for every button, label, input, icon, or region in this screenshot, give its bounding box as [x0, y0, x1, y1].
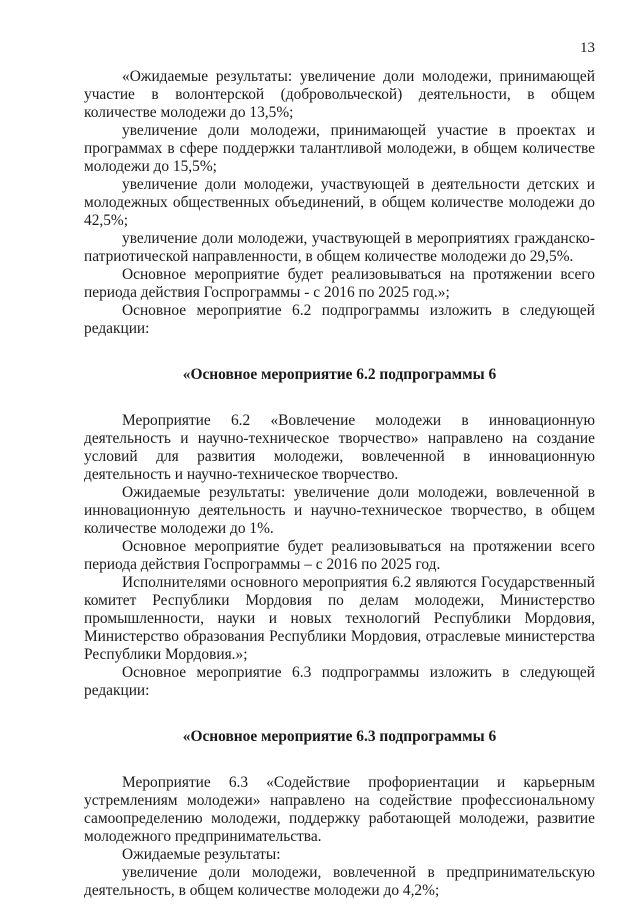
paragraph: Ожидаемые результаты:	[122, 846, 281, 863]
paragraph: Ожидаемые результаты: увеличение доли молодежи, вовлеченной в инновационную деятельность и научно-техническое творчество, в общем количестве молодежи до 1%.	[84, 484, 595, 537]
section-heading-6-2: «Основное мероприятие 6.2 подпрограммы 6	[182, 366, 497, 383]
paragraph: Основное мероприятие будет реализовываться на протяжении всего периода действия Госпрограммы - с 2016 по 2025 год.»;	[84, 266, 595, 301]
paragraph: увеличение доли молодежи, принимающей участие в проектах и программах в сфере поддержки талантливой молодежи, в общем количестве молодежи до 15,5%;	[84, 122, 595, 175]
paragraph: Мероприятие 6.2 «Вовлечение молодежи в инновационную деятельность и научно-техническое творчество» направлено на создание условий для развития молодежи, вовлеченной в инновационную деятельность и научно-техническое творчество.	[84, 412, 595, 483]
paragraph: увеличение доли молодежи, участвующей в деятельности детских и молодежных общественных объединений, в общем количестве молодежи до 42,5%;	[84, 176, 595, 229]
paragraph: Исполнителями основного мероприятия 6.2 являются Государственный комитет Республики Мордовия по делам молодежи, Министерство промышленности, науки и новых технологий Республики Мордовия, Министерство образования Республики Мордовия, отраслевые министерства Республики Мордовия.»;	[84, 574, 595, 663]
paragraph: увеличение доли молодежи, участвующей в мероприятиях гражданско-патриотической направленности, в общем количестве молодежи до 29,5%.	[84, 230, 595, 265]
paragraph: Основное мероприятие 6.2 подпрограммы изложить в следующей редакции:	[84, 302, 595, 337]
section-heading-6-3: «Основное мероприятие 6.3 подпрограммы 6	[182, 728, 497, 745]
page-number: 13	[580, 40, 595, 56]
paragraph: Основное мероприятие будет реализовываться на протяжении всего периода действия Госпрограммы – с 2016 по 2025 год.	[84, 538, 595, 573]
paragraph: «Ожидаемые результаты: увеличение доли молодежи, принимающей участие в волонтерской (добровольческой) деятельности, в общем количестве молодежи до 13,5%;	[84, 68, 595, 121]
document-body	[84, 68, 595, 900]
paragraph: Мероприятие 6.3 «Содействие профориентации и карьерным устремлениям молодежи» направлено на содействие профессиональному самоопределению молодежи, поддержку работающей молодежи, развитие молодежного предпринимательства.	[84, 774, 595, 845]
paragraph: Основное мероприятие 6.3 подпрограммы изложить в следующей редакции:	[84, 664, 595, 699]
paragraph: увеличение доли молодежи, вовлеченной в предпринимательскую деятельность, в общем количестве молодежи до 4,2%;	[84, 864, 595, 899]
